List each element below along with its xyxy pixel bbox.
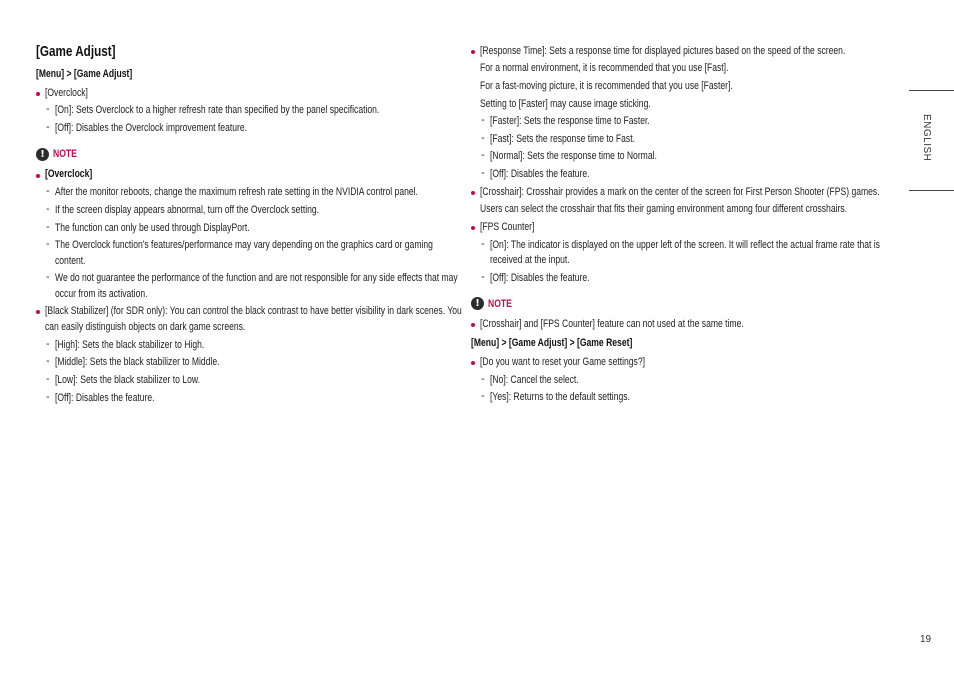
crosshair-text: [Crosshair]: Crosshair provides a mark on the center of the screen for First Person Shooter (FPS) games. (480, 186, 880, 198)
dash-icon: - (481, 149, 485, 161)
dash-icon: - (481, 114, 485, 126)
overclock-label: [Overclock] (45, 87, 88, 99)
bullet-icon (471, 226, 475, 230)
list-item-continuation: occur from its activation. (55, 288, 148, 300)
dash-icon: - (481, 167, 485, 179)
list-item: After the monitor reboots, change the maximum refresh rate setting in the NVIDIA control panel. (55, 186, 418, 198)
bullet-icon (36, 310, 40, 314)
list-item: [Off]: Disables the Overclock improvement feature. (55, 122, 248, 134)
note-heading: [Overclock] (45, 168, 93, 180)
fps-counter-label: [FPS Counter] (480, 221, 535, 233)
dash-icon: - (46, 221, 50, 233)
page-number: 19 (920, 634, 932, 645)
bullet-icon (471, 323, 475, 327)
dash-icon: - (481, 373, 485, 385)
list-item: [No]: Cancel the select. (490, 374, 579, 386)
dash-icon: - (481, 132, 485, 144)
dash-icon: - (46, 185, 50, 197)
crosshair-text: Users can select the crosshair that fits their gaming environment among four different crosshairs. (480, 203, 848, 215)
list-item-continuation: received at the input. (490, 254, 570, 266)
dash-icon: - (46, 121, 50, 133)
response-time-text: For a normal environment, it is recommended that you use [Fast]. (480, 62, 729, 74)
dash-icon: - (46, 373, 50, 385)
list-item: [Off]: Disables the feature. (490, 272, 590, 284)
bullet-icon (471, 361, 475, 365)
dash-icon: - (481, 390, 485, 402)
dash-icon: - (481, 238, 485, 250)
list-item: [High]: Sets the black stabilizer to High. (55, 339, 205, 351)
dash-icon: - (46, 355, 50, 367)
list-item: [Low]: Sets the black stabilizer to Low. (55, 374, 200, 386)
side-divider (909, 90, 954, 91)
dash-icon: - (46, 391, 50, 403)
list-item: [Normal]: Sets the response time to Normal. (490, 150, 657, 162)
dash-icon: - (46, 103, 50, 115)
response-time-text: For a fast-moving picture, it is recommended that you use [Faster]. (480, 80, 733, 92)
list-item: The Overclock function's features/performance may vary depending on the graphics card or gaming (55, 239, 433, 251)
dash-icon: - (46, 338, 50, 350)
list-item-continuation: content. (55, 255, 86, 267)
side-divider (909, 190, 954, 191)
list-item: [Yes]: Returns to the default settings. (490, 391, 630, 403)
breadcrumb: [Menu] > [Game Adjust] (36, 68, 133, 80)
language-label-text: ENGLISH (921, 114, 932, 162)
list-item: [Off]: Disables the feature. (490, 168, 590, 180)
list-item: [Faster]: Sets the response time to Faster. (490, 115, 650, 127)
list-item: If the screen display appears abnormal, turn off the Overclock setting. (55, 204, 320, 216)
black-stabilizer-text: can easily distinguish objects on dark game screens. (45, 321, 246, 333)
dash-icon: - (46, 203, 50, 215)
dash-icon: - (481, 271, 485, 283)
list-item: [On]: Sets Overclock to a higher refresh rate than specified by the panel specification. (55, 104, 380, 116)
list-item: [Fast]: Sets the response time to Fast. (490, 133, 635, 145)
dash-icon: - (46, 271, 50, 283)
side-language-label (920, 114, 934, 166)
bullet-icon (36, 92, 40, 96)
black-stabilizer-text: [Black Stabilizer] (for SDR only): You can control the black contrast to have better visibility in dark scenes. You (45, 305, 462, 317)
list-item: The function can only be used through DisplayPort. (55, 222, 250, 234)
bullet-icon (36, 174, 40, 178)
section-title: [Game Adjust] (36, 43, 116, 60)
response-time-text: [Response Time]: Sets a response time for displayed pictures based on the speed of the screen. (480, 45, 846, 57)
note-label: NOTE (53, 148, 77, 160)
list-item: We do not guarantee the performance of the function and are not responsible for any side effects that may (55, 272, 458, 284)
bullet-icon (471, 191, 475, 195)
response-time-text: Setting to [Faster] may cause image sticking. (480, 98, 651, 110)
note-warning-icon: ! (36, 148, 49, 161)
dash-icon: - (46, 238, 50, 250)
note-warning-icon: ! (471, 297, 484, 310)
bullet-icon (471, 50, 475, 54)
list-item: [Middle]: Sets the black stabilizer to Middle. (55, 356, 220, 368)
list-item: [Off]: Disables the feature. (55, 392, 155, 404)
note-text: [Crosshair] and [FPS Counter] feature can not used at the same time. (480, 318, 744, 330)
reset-question: [Do you want to reset your Game settings?] (480, 356, 646, 368)
reset-breadcrumb: [Menu] > [Game Adjust] > [Game Reset] (471, 337, 633, 349)
note-label: NOTE (488, 298, 512, 310)
list-item: [On]: The indicator is displayed on the upper left of the screen. It will reflect the actual frame rate that is (490, 239, 880, 251)
